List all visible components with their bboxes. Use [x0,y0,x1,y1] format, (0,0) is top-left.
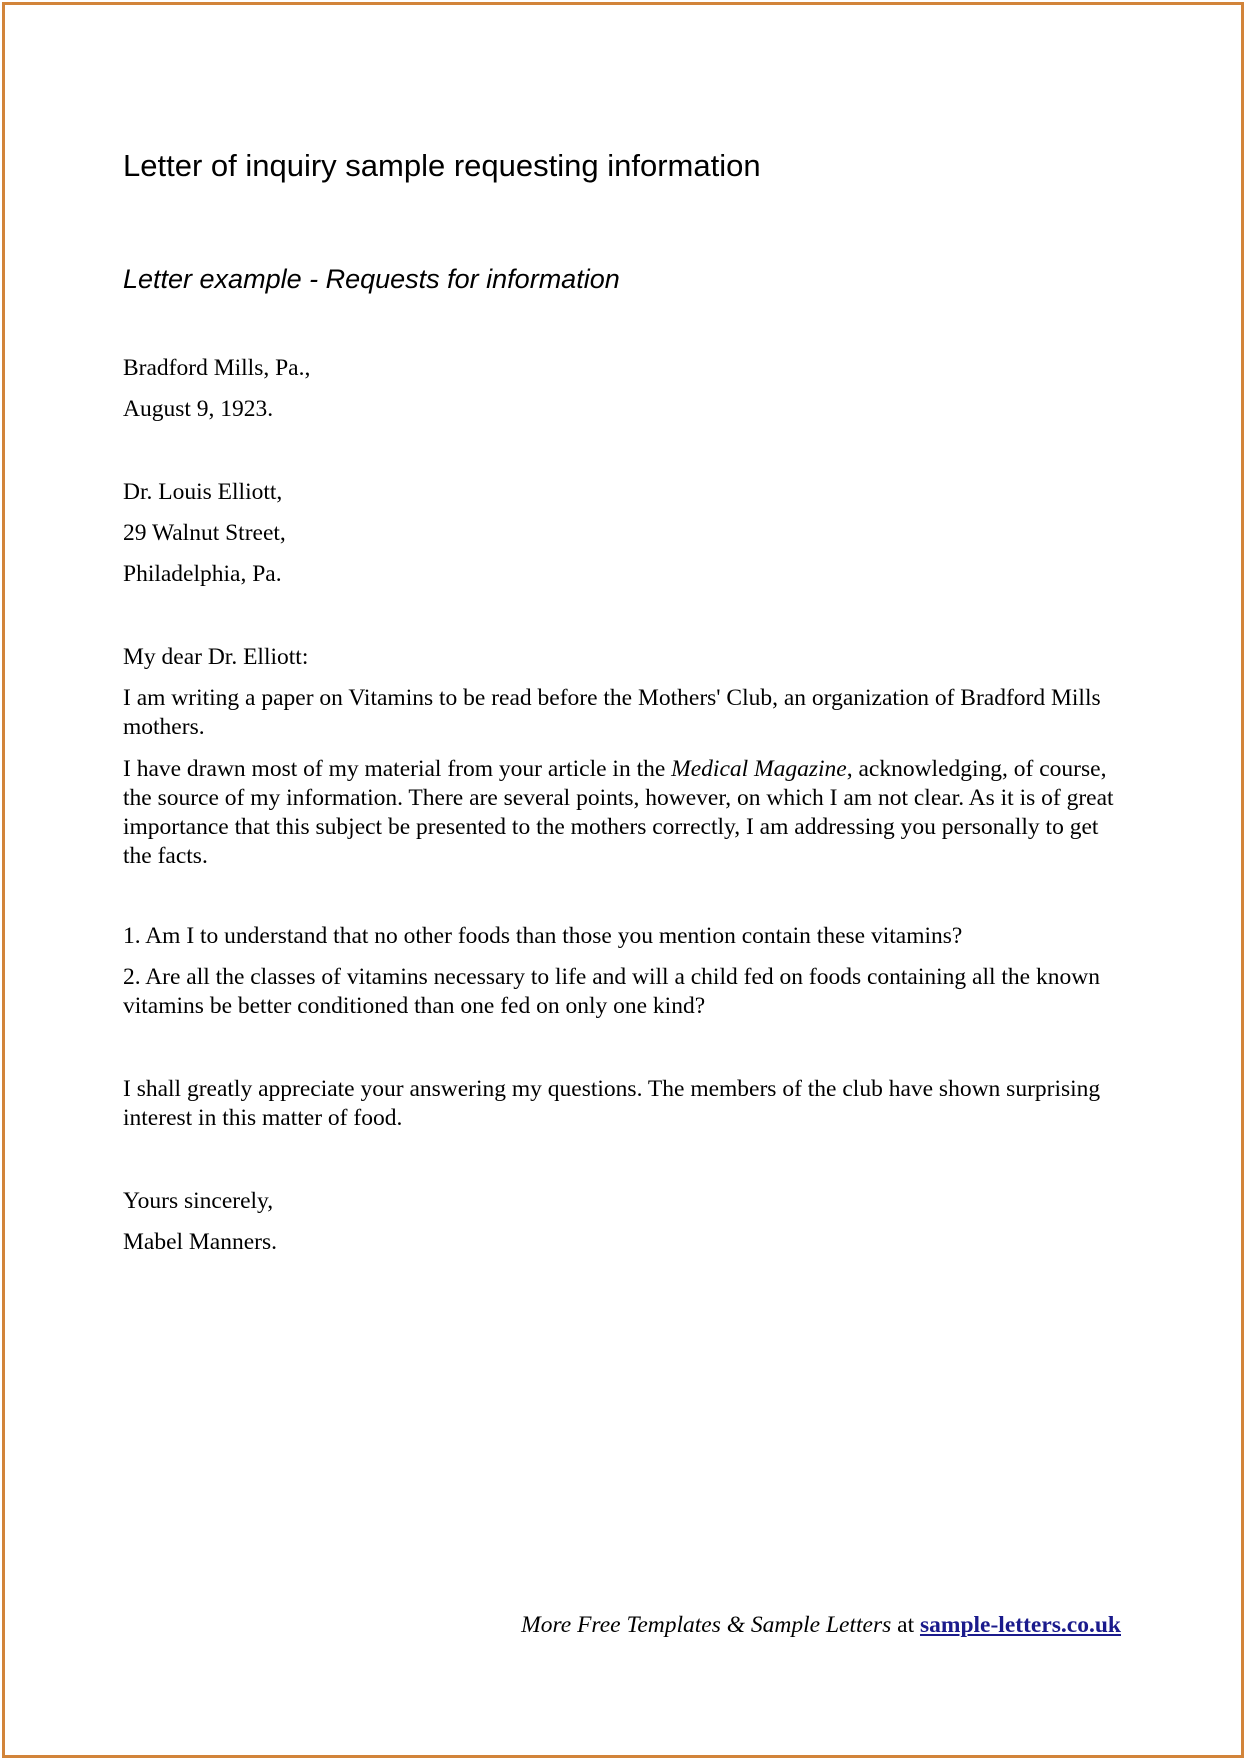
paragraph-2-after: , acknowledging, of course, the source of my information. There are several points, however, on which I am not clear. As it is of great importance that this subject be presented to the mothers correctly, I am addressing you personally to get the facts. [123,756,1114,869]
question-1 [123,922,1123,951]
document-subtitle: Letter example - Requests for information [123,264,620,294]
recipient-street: 29 Walnut Street, [123,520,286,546]
footer [0,1612,1121,1639]
signature: Mabel Manners. [123,1229,278,1255]
letter-date: August 9, 1923. [123,396,274,422]
magazine-title: Medical Magazine [671,756,847,782]
footer-text: More Free Templates & Sample Letters [521,1612,892,1638]
paragraph-2-before: I have drawn most of my material from your article in the [123,756,672,782]
footer-connector: at [891,1612,920,1638]
paragraph-1-text: I am writing a paper on Vitamins to be read before the Mothers' Club, an organization of Bradford Mills mothers. [123,685,1101,740]
question-2 [123,963,1123,1021]
closing-paragraph [123,1075,1123,1133]
recipient-name: Dr. Louis Elliott, [123,479,283,505]
closing: Yours sincerely, [123,1188,274,1214]
footer-link[interactable]: sample-letters.co.uk [919,1612,1121,1638]
document-title: Letter of inquiry sample requesting information [123,148,761,183]
question-1-text: 1. Am I to understand that no other foods than those you mention contain these vitamins? [123,923,963,949]
paragraph-1 [123,684,1123,742]
sender-address-line-1: Bradford Mills, Pa., [123,355,311,381]
closing-paragraph-text: I shall greatly appreciate your answering my questions. The members of the club have shown surprising interest in this matter of food. [123,1076,1101,1131]
paragraph-2 [123,755,1123,871]
recipient-city: Philadelphia, Pa. [123,561,282,587]
question-2-text: 2. Are all the classes of vitamins necessary to life and will a child fed on foods containing all the known vitamins be better conditioned than one fed on only one kind? [123,964,1100,1019]
salutation: My dear Dr. Elliott: [123,644,309,670]
